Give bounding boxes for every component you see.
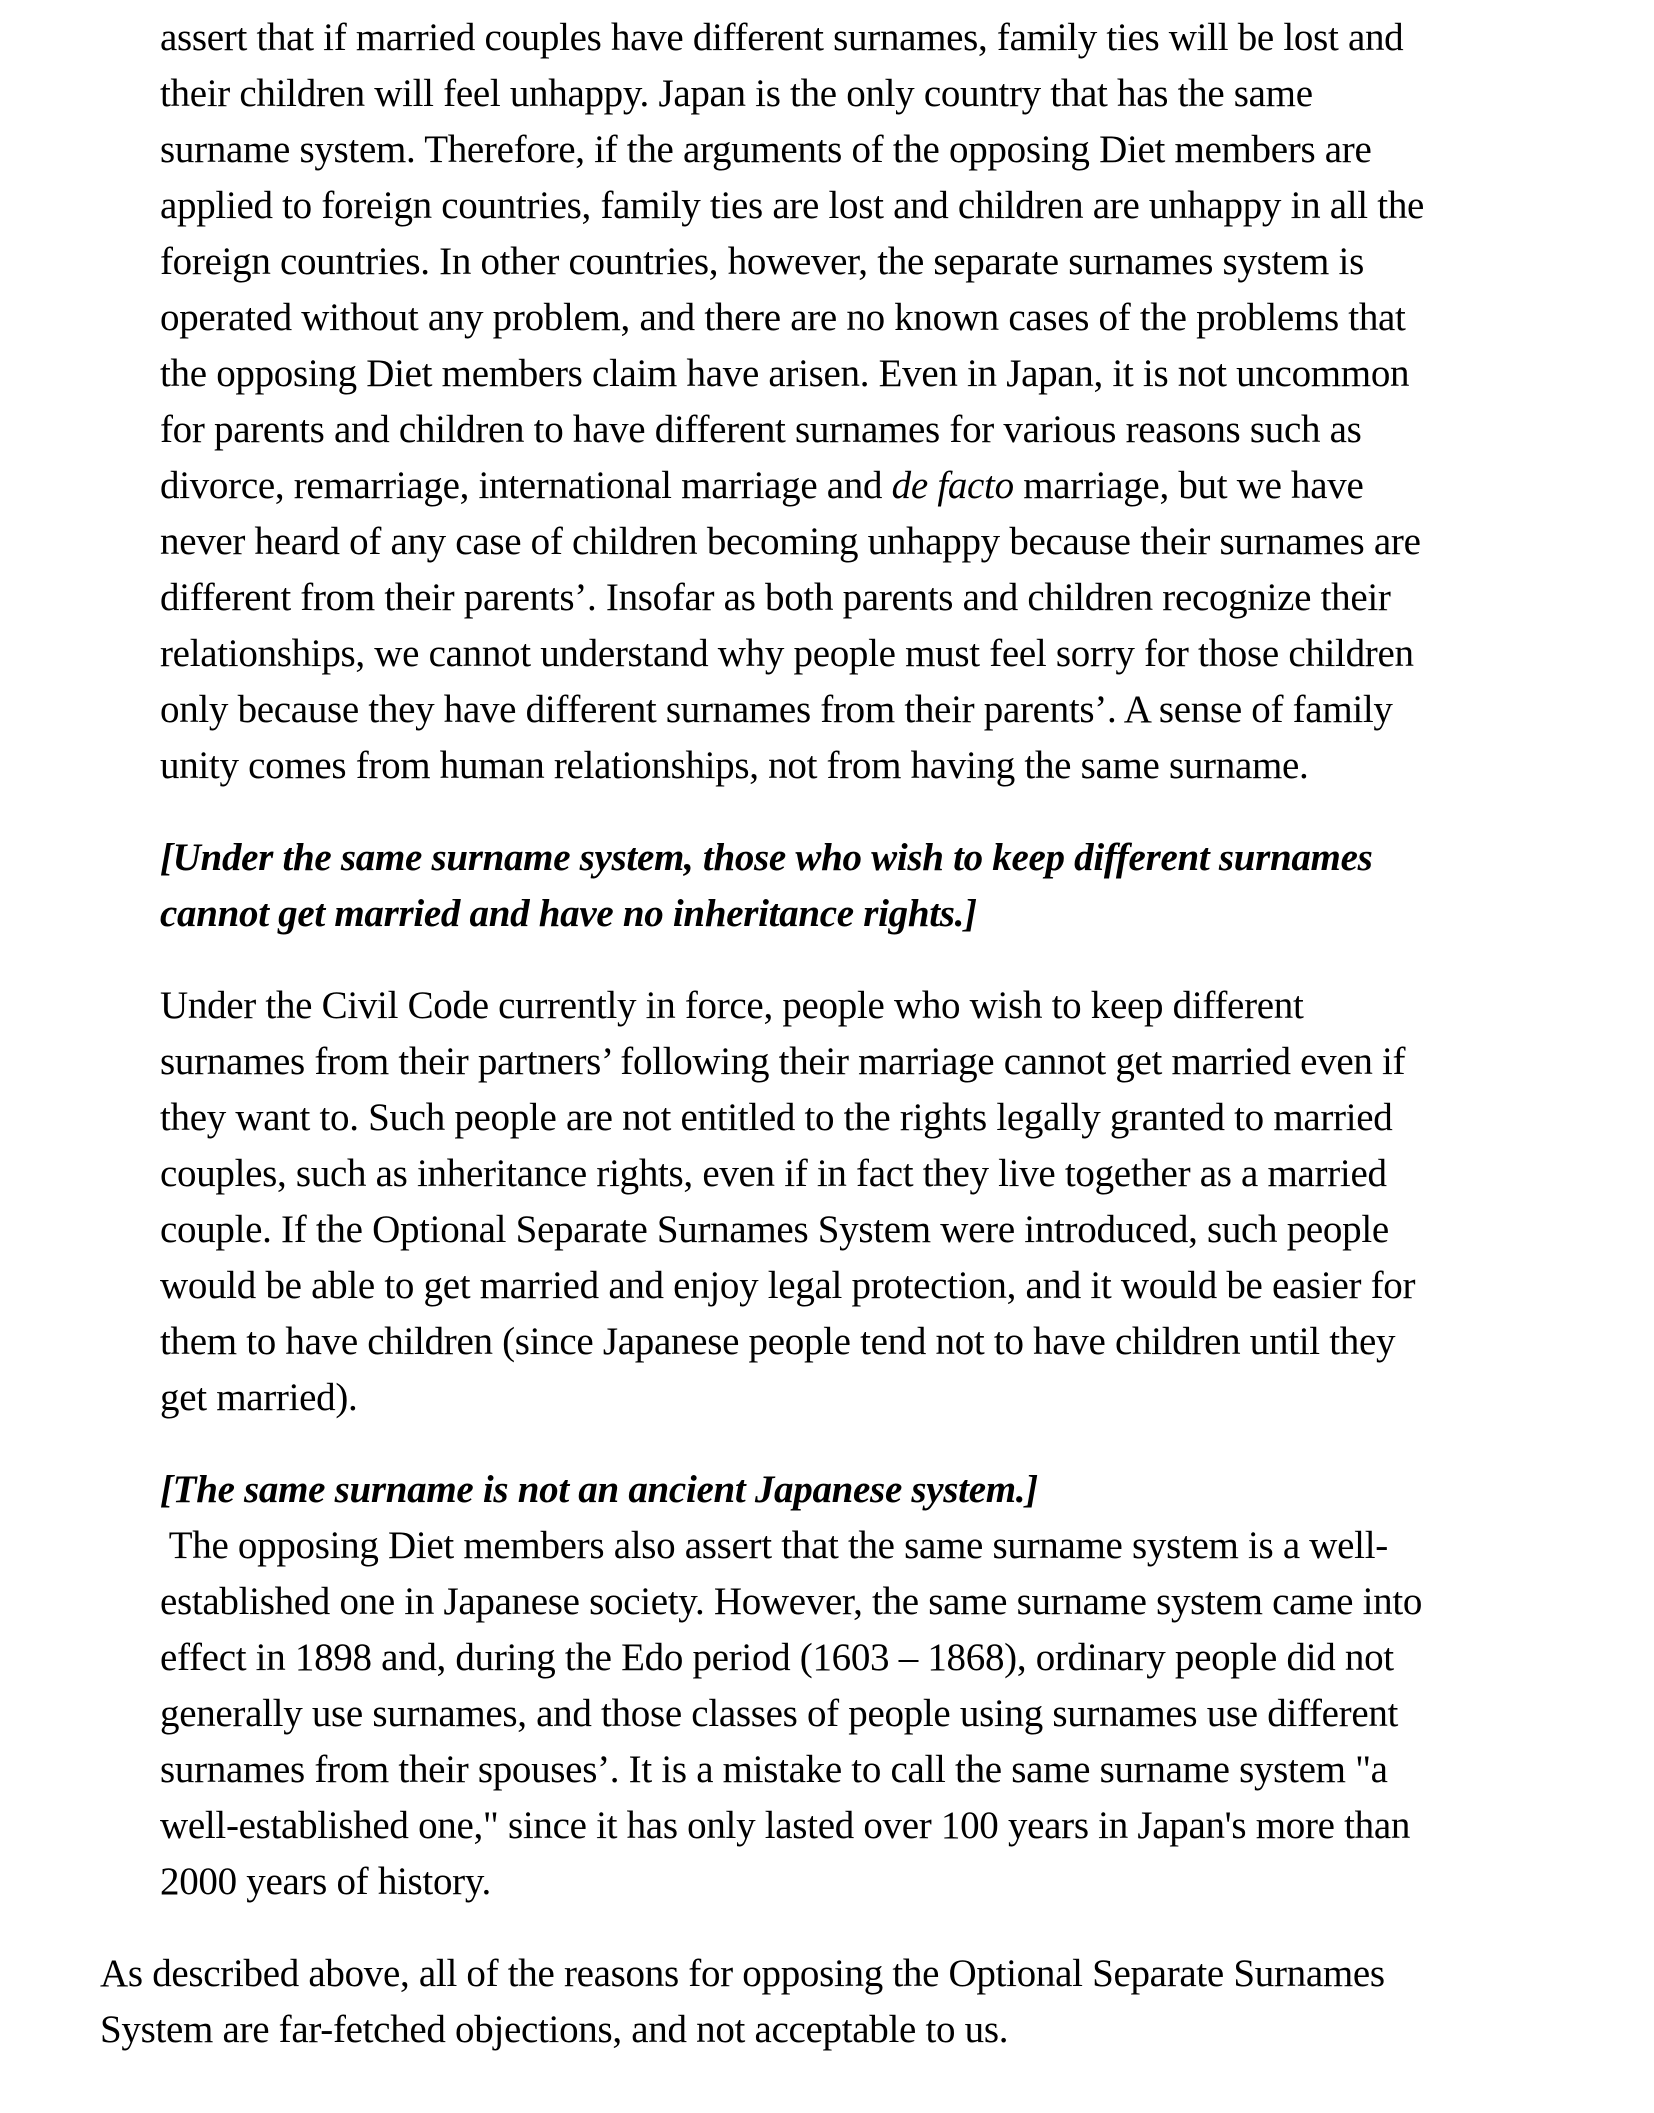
text-line: foreign countries. In other countries, however, the separate surnames system is (160, 240, 1364, 283)
text-line: would be able to get married and enjoy legal protection, and it would be easier for (160, 1264, 1416, 1307)
section-heading-1 (160, 830, 1594, 942)
text-line: generally use surnames, and those classes of people using surnames use different (160, 1692, 1399, 1735)
text-line: operated without any problem, and there are no known cases of the problems that (160, 296, 1406, 339)
text-line: unity comes from human relationships, not from having the same surname. (160, 744, 1309, 787)
text-line: [The same surname is not an ancient Japanese system.] (160, 1468, 1038, 1511)
text-line: effect in 1898 and, during the Edo period (1603 – 1868), ordinary people did not (160, 1636, 1394, 1679)
text-line: their children will feel unhappy. Japan is the only country that has the same (160, 72, 1313, 115)
text-line: surname system. Therefore, if the arguments of the opposing Diet members are (160, 128, 1372, 171)
text-line: get married). (160, 1376, 358, 1419)
section-heading-2 (160, 1462, 1594, 1518)
text-line: established one in Japanese society. However, the same surname system came into (160, 1580, 1423, 1623)
body-paragraph-1 (160, 10, 1594, 794)
text-line: only because they have different surnames from their parents’. A sense of family (160, 688, 1393, 731)
text-line: 2000 years of history. (160, 1860, 491, 1903)
text-line: The opposing Diet members also assert that the same surname system is a well- (160, 1524, 1388, 1567)
text-line: never heard of any case of children becoming unhappy because their surnames are (160, 520, 1421, 563)
text-line: cannot get married and have no inheritance rights.] (160, 892, 977, 935)
text-line: they want to. Such people are not entitled to the rights legally granted to married (160, 1096, 1393, 1139)
text-line: well-established one," since it has only lasted over 100 years in Japan's more than (160, 1804, 1411, 1847)
text-line: different from their parents’. Insofar as both parents and children recognize their (160, 576, 1391, 619)
text-line: couple. If the Optional Separate Surnames System were introduced, such people (160, 1208, 1389, 1251)
text-line: System are far-fetched objections, and not acceptable to us. (100, 2008, 1009, 2051)
text-line: [Under the same surname system, those who wish to keep different surnames (160, 836, 1373, 879)
text-line: for parents and children to have different surnames for various reasons such as (160, 408, 1362, 451)
text-line: assert that if married couples have different surnames, family ties will be lost and (160, 16, 1404, 59)
text-line: surnames from their partners’ following their marriage cannot get married even if (160, 1040, 1406, 1083)
body-paragraph-2 (160, 978, 1594, 1426)
text-line: Under the Civil Code currently in force, people who wish to keep different (160, 984, 1304, 1027)
text-line: surnames from their spouses’. It is a mistake to call the same surname system "a (160, 1748, 1388, 1791)
text-line: divorce, remarriage, international marriage and de facto marriage, but we have (160, 464, 1364, 507)
text-line: As described above, all of the reasons for opposing the Optional Separate Surnames (100, 1952, 1385, 1995)
text-line: them to have children (since Japanese people tend not to have children until they (160, 1320, 1396, 1363)
text-line: relationships, we cannot understand why people must feel sorry for those children (160, 632, 1414, 675)
closing-paragraph (100, 1946, 1594, 2058)
text-line: applied to foreign countries, family ties are lost and children are unhappy in all the (160, 184, 1425, 227)
text-line: couples, such as inheritance rights, even if in fact they live together as a married (160, 1152, 1387, 1195)
body-paragraph-3 (160, 1518, 1594, 1910)
italic-text: de facto (891, 464, 1014, 507)
text-line: the opposing Diet members claim have arisen. Even in Japan, it is not uncommon (160, 352, 1410, 395)
